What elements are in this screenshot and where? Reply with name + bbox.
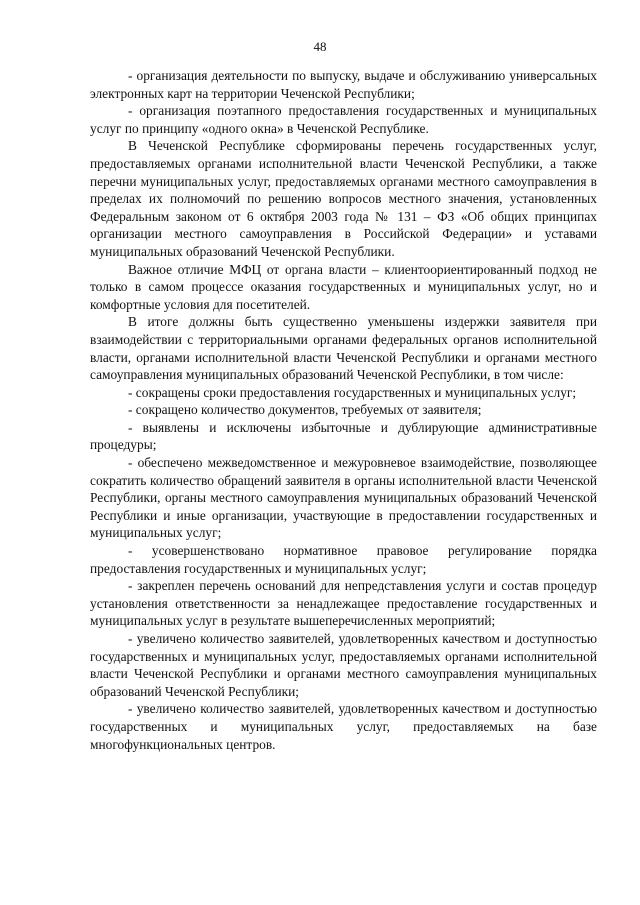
paragraph: - увеличено количество заявителей, удовлетворенных качеством и доступностью государственных и муниципальных услуг, предоставляемых на базе многофункциональных центров. [90, 701, 597, 752]
paragraph: - закреплен перечень оснований для непредставления услуги и состав процедур установления ответственности за ненадлежащее предоставление государственных и муниципальных услуг в результате вышеперечисленных мероприятий; [90, 578, 597, 629]
paragraph: - выявлены и исключены избыточные и дублирующие административные процедуры; [90, 419, 597, 453]
paragraph: - организация деятельности по выпуску, выдаче и обслуживанию универсальных электронных карт на территории Чеченской Республики; [90, 68, 597, 101]
paragraph: - усовершенствовано нормативное правовое регулирование порядка предоставления государственных и муниципальных услуг; [90, 543, 597, 576]
paragraph: - сокращены сроки предоставления государственных и муниципальных услуг; [128, 384, 577, 400]
paragraph: - обеспечено межведомственное и межуровневое взаимодействие, позволяющее сократить количество обращений заявителя в органы исполнительной власти Чеченской Республики, органы местного самоуправления муниципальных образований Чеченской Республики и иные организации, участвующие в предоставлении государственных и муниципальных услуг; [90, 455, 597, 541]
paragraph: Важное отличие МФЦ от органа власти – клиентоориентированный подход не только в самом процессе оказания государственных и муниципальных услуг, но и комфортные условия для посетителей. [90, 261, 597, 312]
page-number: 48 [313, 39, 327, 54]
paragraph: - организация поэтапного предоставления государственных и муниципальных услуг по принципу «одного окна» в Чеченской Республике. [90, 103, 597, 136]
paragraph: В Чеченской Республике сформированы перечень государственных услуг, предоставляемых органами исполнительной власти Чеченской Республики, а также перечни муниципальных услуг, предоставляемых органами местного самоуправления в пределах их полномочий по решению вопросов местного значения, установленных Федеральным законом от 6 октября 2003 года № 131 – ФЗ «Об общих принципах организации местного самоуправления в Российской Федерации» и уставами муниципальных образований Чеченской Республики. [90, 138, 597, 259]
paragraph: - увеличено количество заявителей, удовлетворенных качеством и доступностью государственных и муниципальных услуг, предоставляемых органами исполнительной власти Чеченской Республики и органами местного самоуправления муниципальных образований Чеченской Республики; [90, 631, 597, 699]
paragraph: - сокращено количество документов, требуемых от заявителя; [128, 402, 482, 418]
document-body [90, 67, 597, 753]
paragraph: В итоге должны быть существенно уменьшены издержки заявителя при взаимодействии с территориальными органами федеральных органов исполнительной власти, органами исполнительной власти Чеченской Республики и органами местного самоуправления муниципальных образований Чеченской Республики, в том числе: [90, 314, 597, 383]
